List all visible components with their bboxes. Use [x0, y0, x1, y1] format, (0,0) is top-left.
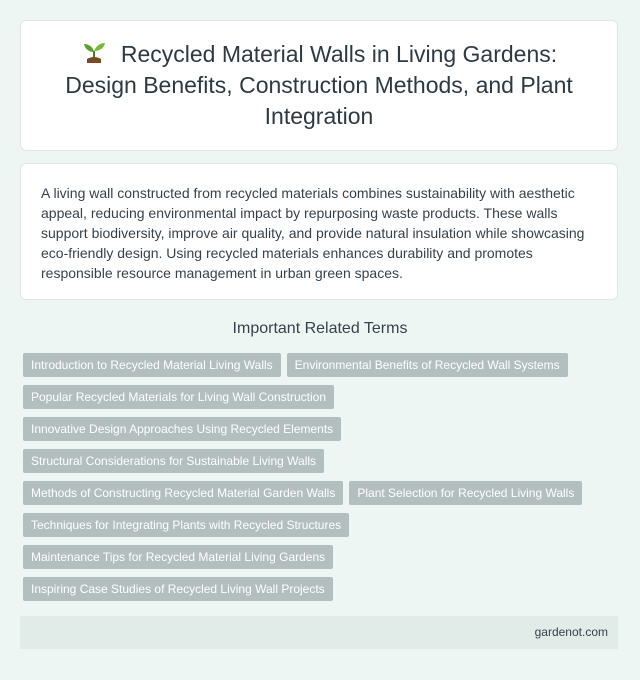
related-terms-list: [23, 353, 621, 601]
footer-site-link[interactable]: gardenot.com: [534, 625, 608, 639]
page-title: [51, 39, 587, 132]
related-term-tag[interactable]: Maintenance Tips for Recycled Material Living Gardens: [23, 545, 333, 569]
related-term-tag[interactable]: Popular Recycled Materials for Living Wall Construction: [23, 385, 334, 409]
related-term-tag[interactable]: Methods of Constructing Recycled Material Garden Walls: [23, 481, 343, 505]
related-term-tag[interactable]: Inspiring Case Studies of Recycled Living Wall Projects: [23, 577, 333, 601]
title-card: [20, 20, 618, 151]
sprout-icon: [81, 39, 107, 65]
footer: [20, 616, 618, 649]
title-text: Recycled Material Walls in Living Gardens: Design Benefits, Construction Methods, and Plant Integration: [65, 41, 573, 129]
related-terms-heading: Important Related Terms: [232, 320, 408, 337]
related-term-tag[interactable]: Environmental Benefits of Recycled Wall Systems: [287, 353, 568, 377]
related-term-tag[interactable]: Innovative Design Approaches Using Recycled Elements: [23, 417, 341, 441]
intro-text: A living wall constructed from recycled materials combines sustainability with aesthetic appeal, reducing environmental impact by repurposing waste products. These walls support biodiversity, improve air quality, and provide natural insulation while showcasing eco-friendly design. Using recycled materials enhances durability and promotes responsible resource management in urban green spaces.: [41, 185, 585, 281]
intro-card: [20, 163, 618, 300]
related-term-tag[interactable]: Techniques for Integrating Plants with Recycled Structures: [23, 513, 349, 537]
related-term-tag[interactable]: Introduction to Recycled Material Living Walls: [23, 353, 281, 377]
related-term-tag[interactable]: Plant Selection for Recycled Living Walls: [349, 481, 582, 505]
related-term-tag[interactable]: Structural Considerations for Sustainable Living Walls: [23, 449, 324, 473]
